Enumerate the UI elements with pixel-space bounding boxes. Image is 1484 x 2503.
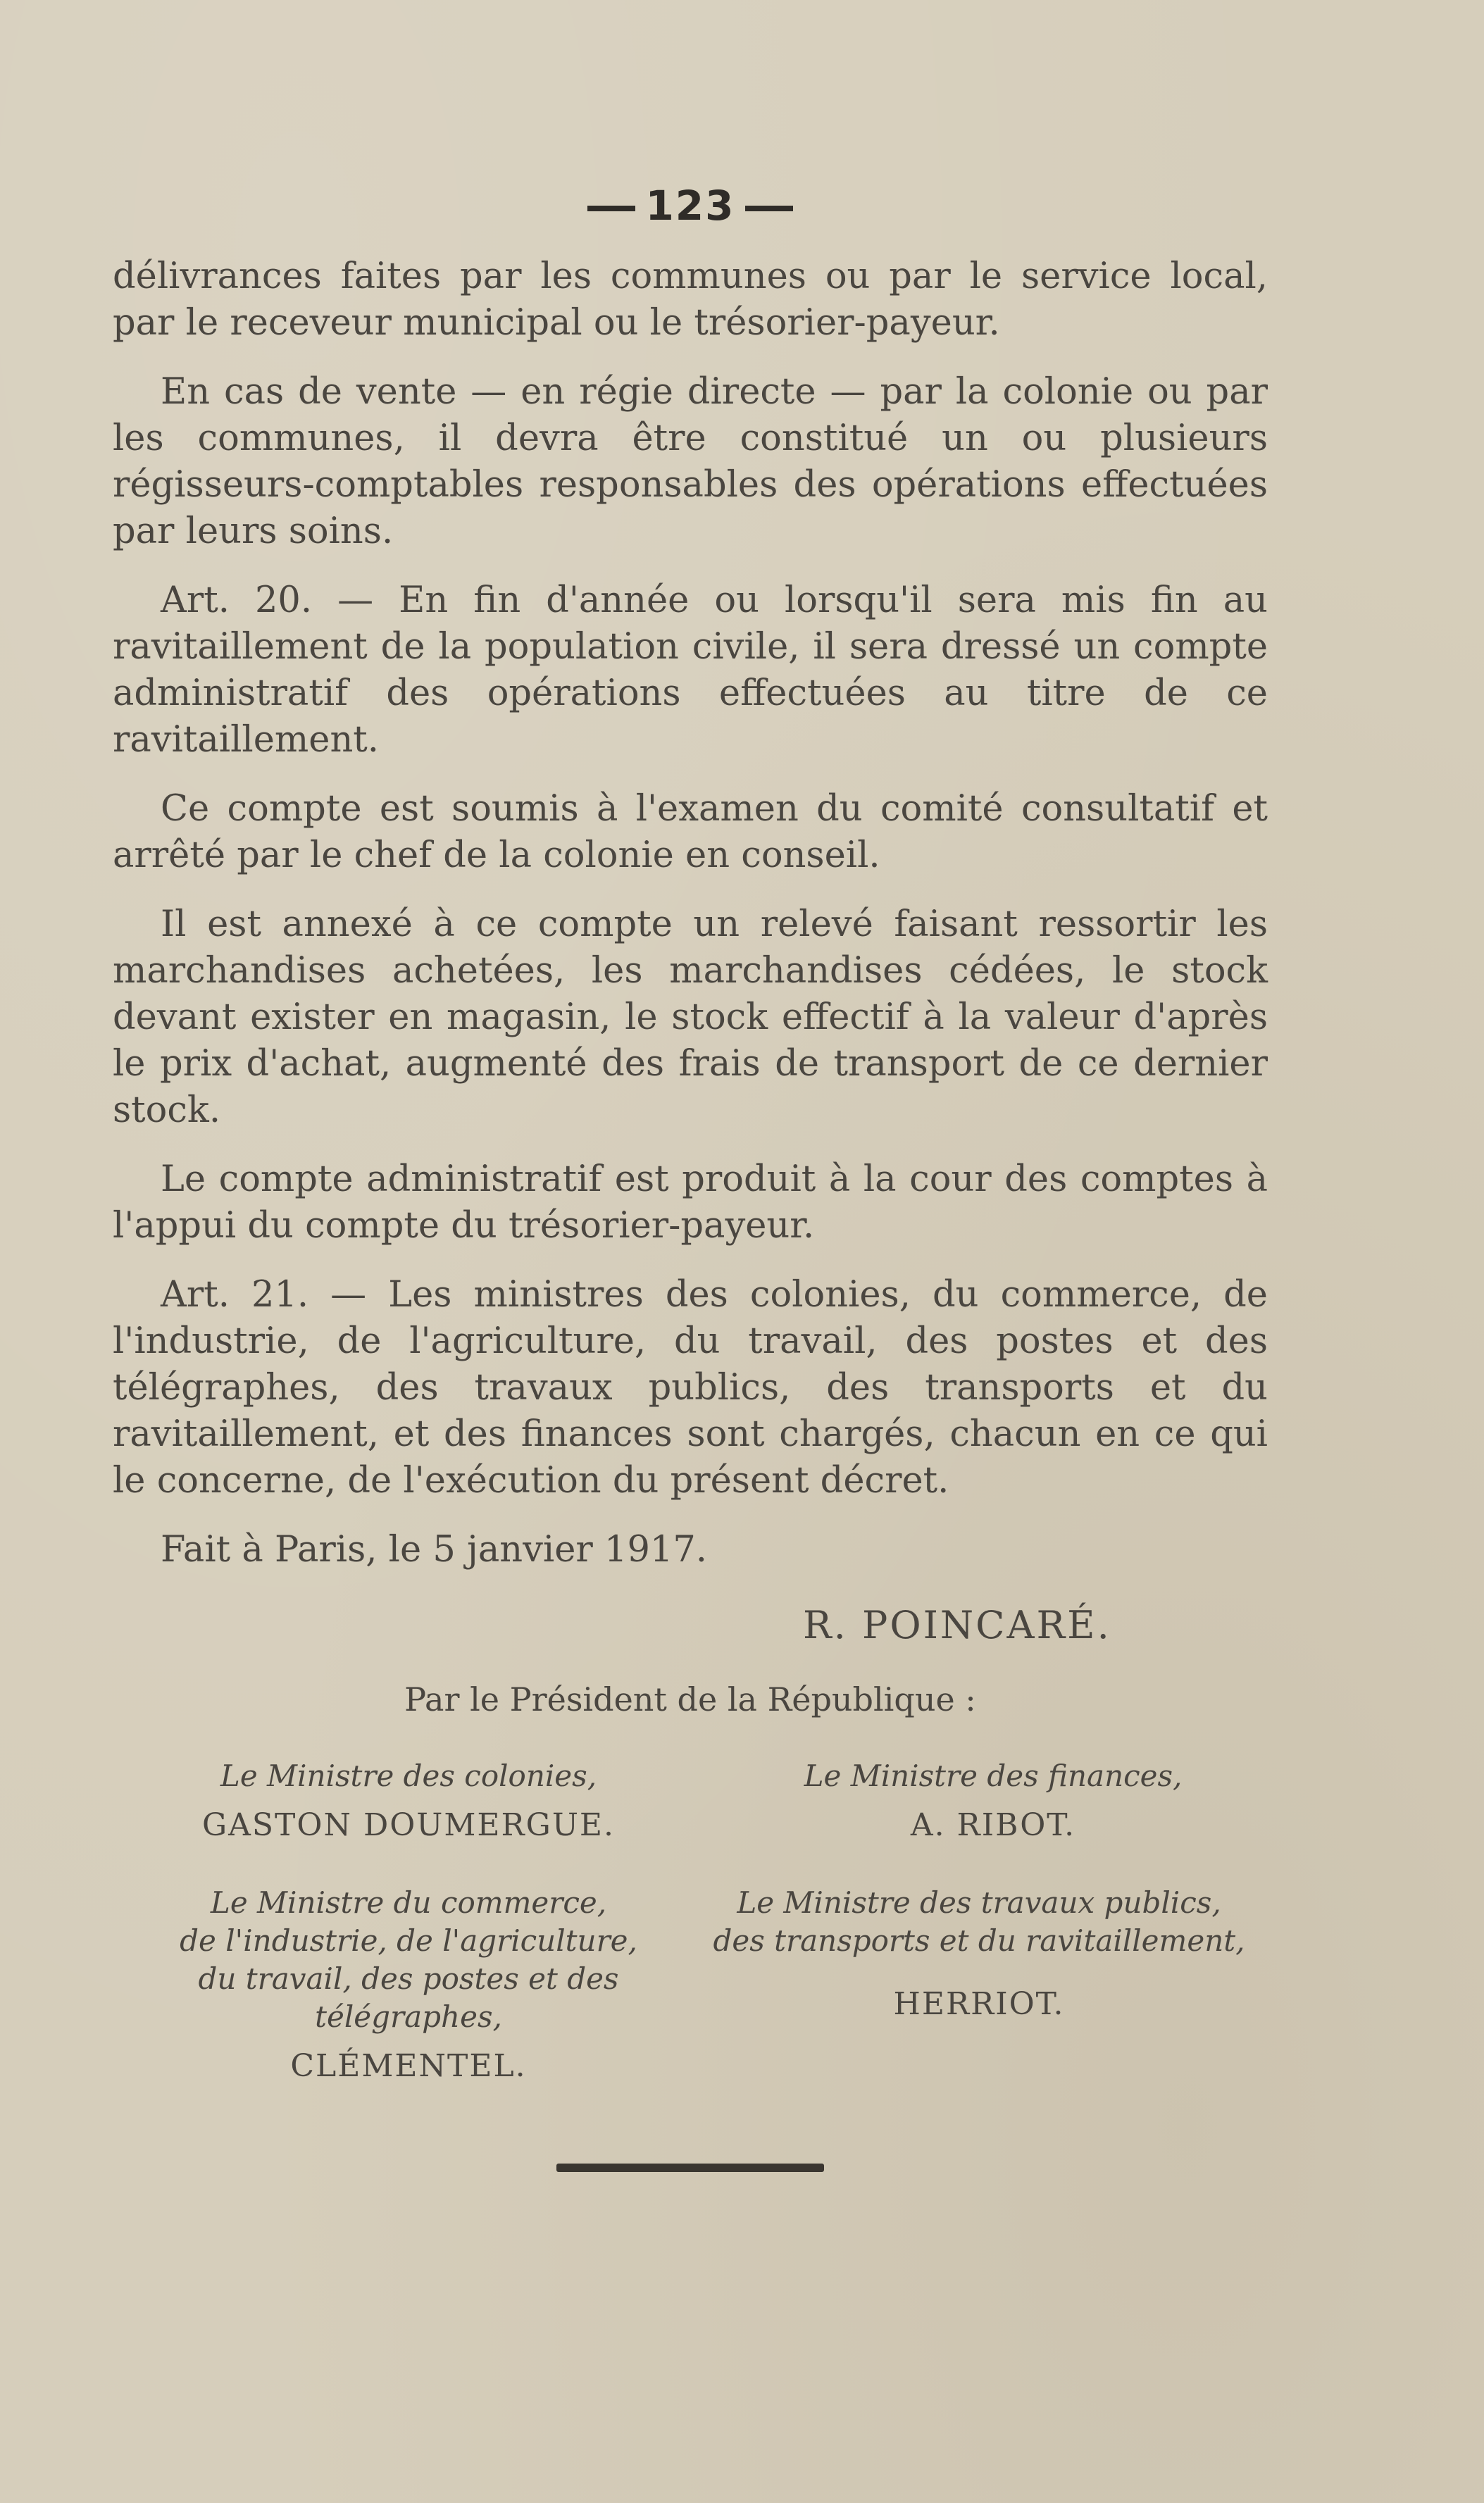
minister-name: GASTON DOUMERGUE. (201, 1807, 616, 1843)
paragraph-article-20: Art. 20. — En fin d'année ou lorsqu'il sera mis fin au ravitaillement de la population civile, il sera dressé un compte administratif des opérations effectuées au titre de ce ravitaillement. (113, 580, 1268, 761)
minister-title: télégraphes, (315, 1999, 502, 2034)
body-text (113, 254, 1268, 1596)
minister-title: Le Ministre du commerce, (210, 1885, 607, 1920)
minister-title: Le Ministre des finances, (804, 1759, 1183, 1793)
page-number (113, 182, 1268, 230)
by-the-president-line: Par le Président de la République : (404, 1680, 976, 1718)
minister-colonies (183, 1757, 634, 1845)
minister-title: des transports et du ravitaillement, (713, 1923, 1245, 1958)
document-page (113, 0, 1268, 2503)
paragraph: Il est annexé à ce compte un relevé faisant ressortir les marchandises achetées, les marchandises cédées, le stock devant exister en magasin, le stock effectif à la valeur d'après le prix d'achat, augmenté des frais de transport de ce dernier stock. (113, 904, 1268, 1131)
paragraph-article-21: Art. 21. — Les ministres des colonies, du commerce, de l'industrie, de l'agriculture, du travail, des postes et des télégraphes, des travaux publics, des transports et du ravitaillement, et des finances sont chargés, chacun en ce qui le concerne, de l'exécution du présent décret. (113, 1274, 1268, 1502)
minister-title: de l'industrie, de l'agriculture, (180, 1923, 637, 1958)
minister-finances (732, 1757, 1254, 1845)
minister-title: Le Ministre des travaux publics, (737, 1885, 1221, 1920)
paragraph: délivrances faites par les communes ou par le service local, par le receveur municipal ou le trésorier-payeur. (113, 256, 1268, 344)
minister-travaux-publics (690, 1884, 1268, 2023)
page-number-text: 123 (645, 182, 735, 230)
president-signature: R. POINCARÉ. (803, 1603, 1111, 1647)
minister-name: HERRIOT. (893, 1986, 1065, 2022)
page-number-dash-left (587, 206, 635, 211)
minister-name: CLÉMENTEL. (290, 2048, 527, 2084)
end-rule-ornament (556, 2164, 824, 2172)
minister-title: Le Ministre des colonies, (220, 1759, 597, 1793)
minister-name: A. RIBOT. (910, 1807, 1076, 1843)
paragraph: Le compte administratif est produit à la cour des comptes à l'appui du compte du trésorier-payeur. (113, 1159, 1268, 1247)
minister-title: du travail, des postes et des (198, 1961, 619, 1996)
paragraph: En cas de vente — en régie directe — par la colonie ou par les communes, il devra être constitué un ou plusieurs régisseurs-comptables responsables des opérations effectuées par leurs soins. (113, 371, 1268, 552)
date-line: Fait à Paris, le 5 janvier 1917. (161, 1529, 708, 1571)
paragraph: Ce compte est soumis à l'examen du comité consultatif et arrêté par le chef de la colonie en conseil. (113, 788, 1268, 876)
page-number-dash-right (745, 206, 793, 211)
minister-commerce (134, 1884, 683, 2085)
